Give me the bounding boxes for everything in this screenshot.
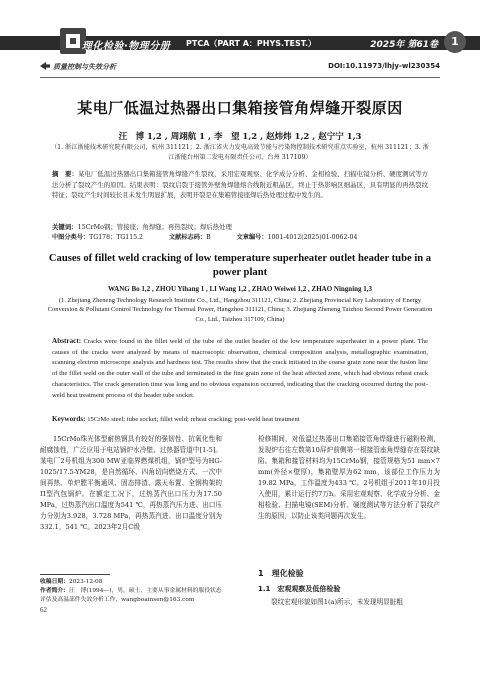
en-abstract	[52, 336, 428, 401]
author-bio-label: 作者简介：	[40, 588, 69, 594]
en-keywords-label: Keywords:	[52, 415, 86, 423]
en-keywords	[52, 415, 428, 423]
page-number: 62	[40, 606, 47, 614]
en-authors: WANG Bo 1,2 , ZHOU Yihang 1 , LI Wang 1,2 , ZHAO Weiwei 1,2 , ZHAO Ningning 1,3	[107, 285, 373, 293]
journal-brand: 理化检验·物理分册	[82, 41, 171, 52]
cn-keywords-text: 15CrMo钢；管接座；角焊缝；再热裂纹；焊后热处理	[77, 223, 232, 231]
cn-title: 某电厂低温过热器出口集箱接管角焊缝开裂原因	[77, 99, 403, 117]
article-no-value: 1001-4012(2025)01-0062-04	[267, 234, 358, 241]
received-label: 收稿日期：	[40, 579, 69, 585]
cn-affiliation: （1. 浙江浙能技术研究院有限公司，杭州 311121；2. 浙江省火力发电高效节能与污染物控制技术研究重点实验室，杭州 311121；3. 浙江浙能台州第二发电有限责任公司，台州 317109）	[51, 144, 429, 161]
article-no-label: 文章编号：	[236, 234, 268, 241]
clc-label: 中图分类号：	[52, 234, 90, 241]
cn-abstract-text: 某电厂低温过热器出口集箱接管角焊缝产生裂纹，采用宏观观察、化学成分分析、金相检验、扫描电镜分析、硬度测试等方法分析了裂纹产生的原因。结果表明：裂纹启裂于接管外壁角焊缝熔合线附近粗晶区，终止于热影响区细晶区，具有明显的再热裂纹特征；裂纹产生时间较长且未发生明显扩展，表明开裂是在集箱管接座焊后热处理过程中发生的。	[52, 170, 428, 200]
en-affiliation: (1. Zhejiang Zheneng Technology Research Institute Co., Ltd., Hangzhou 311121, China; 2. Zhejiang Provincial Key Laboratory of Energy Conversion & Pollutant Control Technology for Thermal Power, Hangzhou 311121, China; 3. Zhejiang Zheneng Taizhou Second Power Generation Co., Ltd., Taizhou 317109, China)	[47, 297, 433, 323]
doc-code-label: 文献标志码：	[168, 234, 207, 241]
cn-abstract-label: 摘 要：	[52, 170, 78, 178]
doi: DOI:10.11973/lhjy-wl230354	[328, 62, 440, 70]
body-column-left: 15CrMo珠光体型耐热钢具有较好的强韧性、抗氧化性和耐腐蚀性，广泛应用于电站锅炉水冷壁、过热器管道中[1-5]。某电厂2号机组为300 MW亚临界燃煤机组，锅炉型号为HG-1025/17.5-YM28，是自然循环、四角切向燃烧方式、一次中间再热、单炉膛平衡通风、固态排渣、露天布置、全钢构架的Π型汽包锅炉。在额定工况下，过热蒸汽出口压力为17.50 MPa，过热蒸汽出口温度为541 ℃，再热蒸汽压力进、出口压力分别为3.928，3.728 MPa，再热蒸汽进、出口温度分别为332.1，541 ℃。2023年2月C级	[40, 435, 222, 531]
section-tag-label: 质量控制与失效分析	[53, 63, 116, 71]
journal-name: PTCA（PART A：PHYS.TEST.）	[186, 39, 317, 48]
section-heading-1: 1 理化检验	[258, 569, 304, 578]
cn-classification	[52, 233, 428, 243]
issue-number-badge: 1	[444, 31, 466, 53]
cn-authors: 汪 博 1,2 , 周翊航 1 , 李 望 1,2 , 赵炜炜 1,2 , 赵宁宁 1,3	[118, 132, 362, 142]
section-tag	[40, 62, 116, 72]
section-1-1-text: 裂纹宏观形貌如图1(a)所示，未发现明显脏粗	[271, 598, 403, 606]
footnote-divider	[40, 574, 110, 575]
cn-keywords	[52, 222, 428, 232]
body-column-right: 检修期间，对低温过热器出口集箱接管角焊缝进行磁粉检测，发现炉右往左数第10屏炉前侧第一根接管座角焊缝存在裂纹缺陷。集箱和接管材料均为15CrMo钢，接管规格为51 mm×7 mm(外径×壁厚)，集箱壁厚为62 mm，该部位工作压力为19.82 MPa，工作温度为433 ℃。2号机组于2011年10月投入使用，累计运行约7万h。采用宏观观察、化学成分分析、金相检验、扫描电镜(SEM)分析、硬度测试等方法分析了裂纹产生的原因，以防止该类问题再次发生。	[258, 435, 440, 520]
section-divider	[40, 77, 440, 78]
clc-value: TG178；TG115.2	[89, 234, 143, 241]
cn-abstract	[52, 169, 428, 201]
received-date: 2023-12-08	[69, 579, 103, 585]
journal-header	[0, 0, 480, 60]
en-title: Causes of fillet weld cracking of low temperature superheater outlet header tube in a power plant	[48, 253, 432, 278]
issue-label: 2025年 第61卷	[370, 40, 438, 50]
author-bio: 汪 博(1994—)，男，硕士，主要从事金属材料的服役状态评估及高温部件失效分析工作，wangboainsen@163.com	[40, 588, 222, 603]
section-row	[40, 62, 440, 76]
en-abstract-label: Abstract:	[52, 337, 82, 345]
en-keywords-text: 15CrMo steel; tube socket; fillet weld; reheat cracking; post-weld heat treatment	[87, 416, 300, 423]
cn-keywords-label: 关键词：	[52, 223, 78, 231]
en-abstract-text: Cracks were found in the fillet weld of the tube of the outlet header of the low temperature superheater in a power plant. The causes of the cracks were analyzed by means of macroscopic observation, chemical composition analysis, metallographic examination, scanning electron microscope analysis and hardness test. The results show that the crack initiated in the coarse grain zone near the fusion line of the fillet weld on the outer wall of the tube and terminated in the fine grain zone of the heat affected zone, which had obvious reheat crack characteristics. The crack generation time was long and no obvious expansion occurred, indicating that the cracking occurred during the post-weld heat treatment process of the header tube socket.	[52, 338, 428, 399]
arrow-icon	[40, 62, 50, 70]
doc-code-value: B	[206, 234, 211, 241]
section-heading-1-1: 1.1 宏观观察及低倍检验	[258, 585, 341, 593]
footnote	[40, 578, 222, 605]
